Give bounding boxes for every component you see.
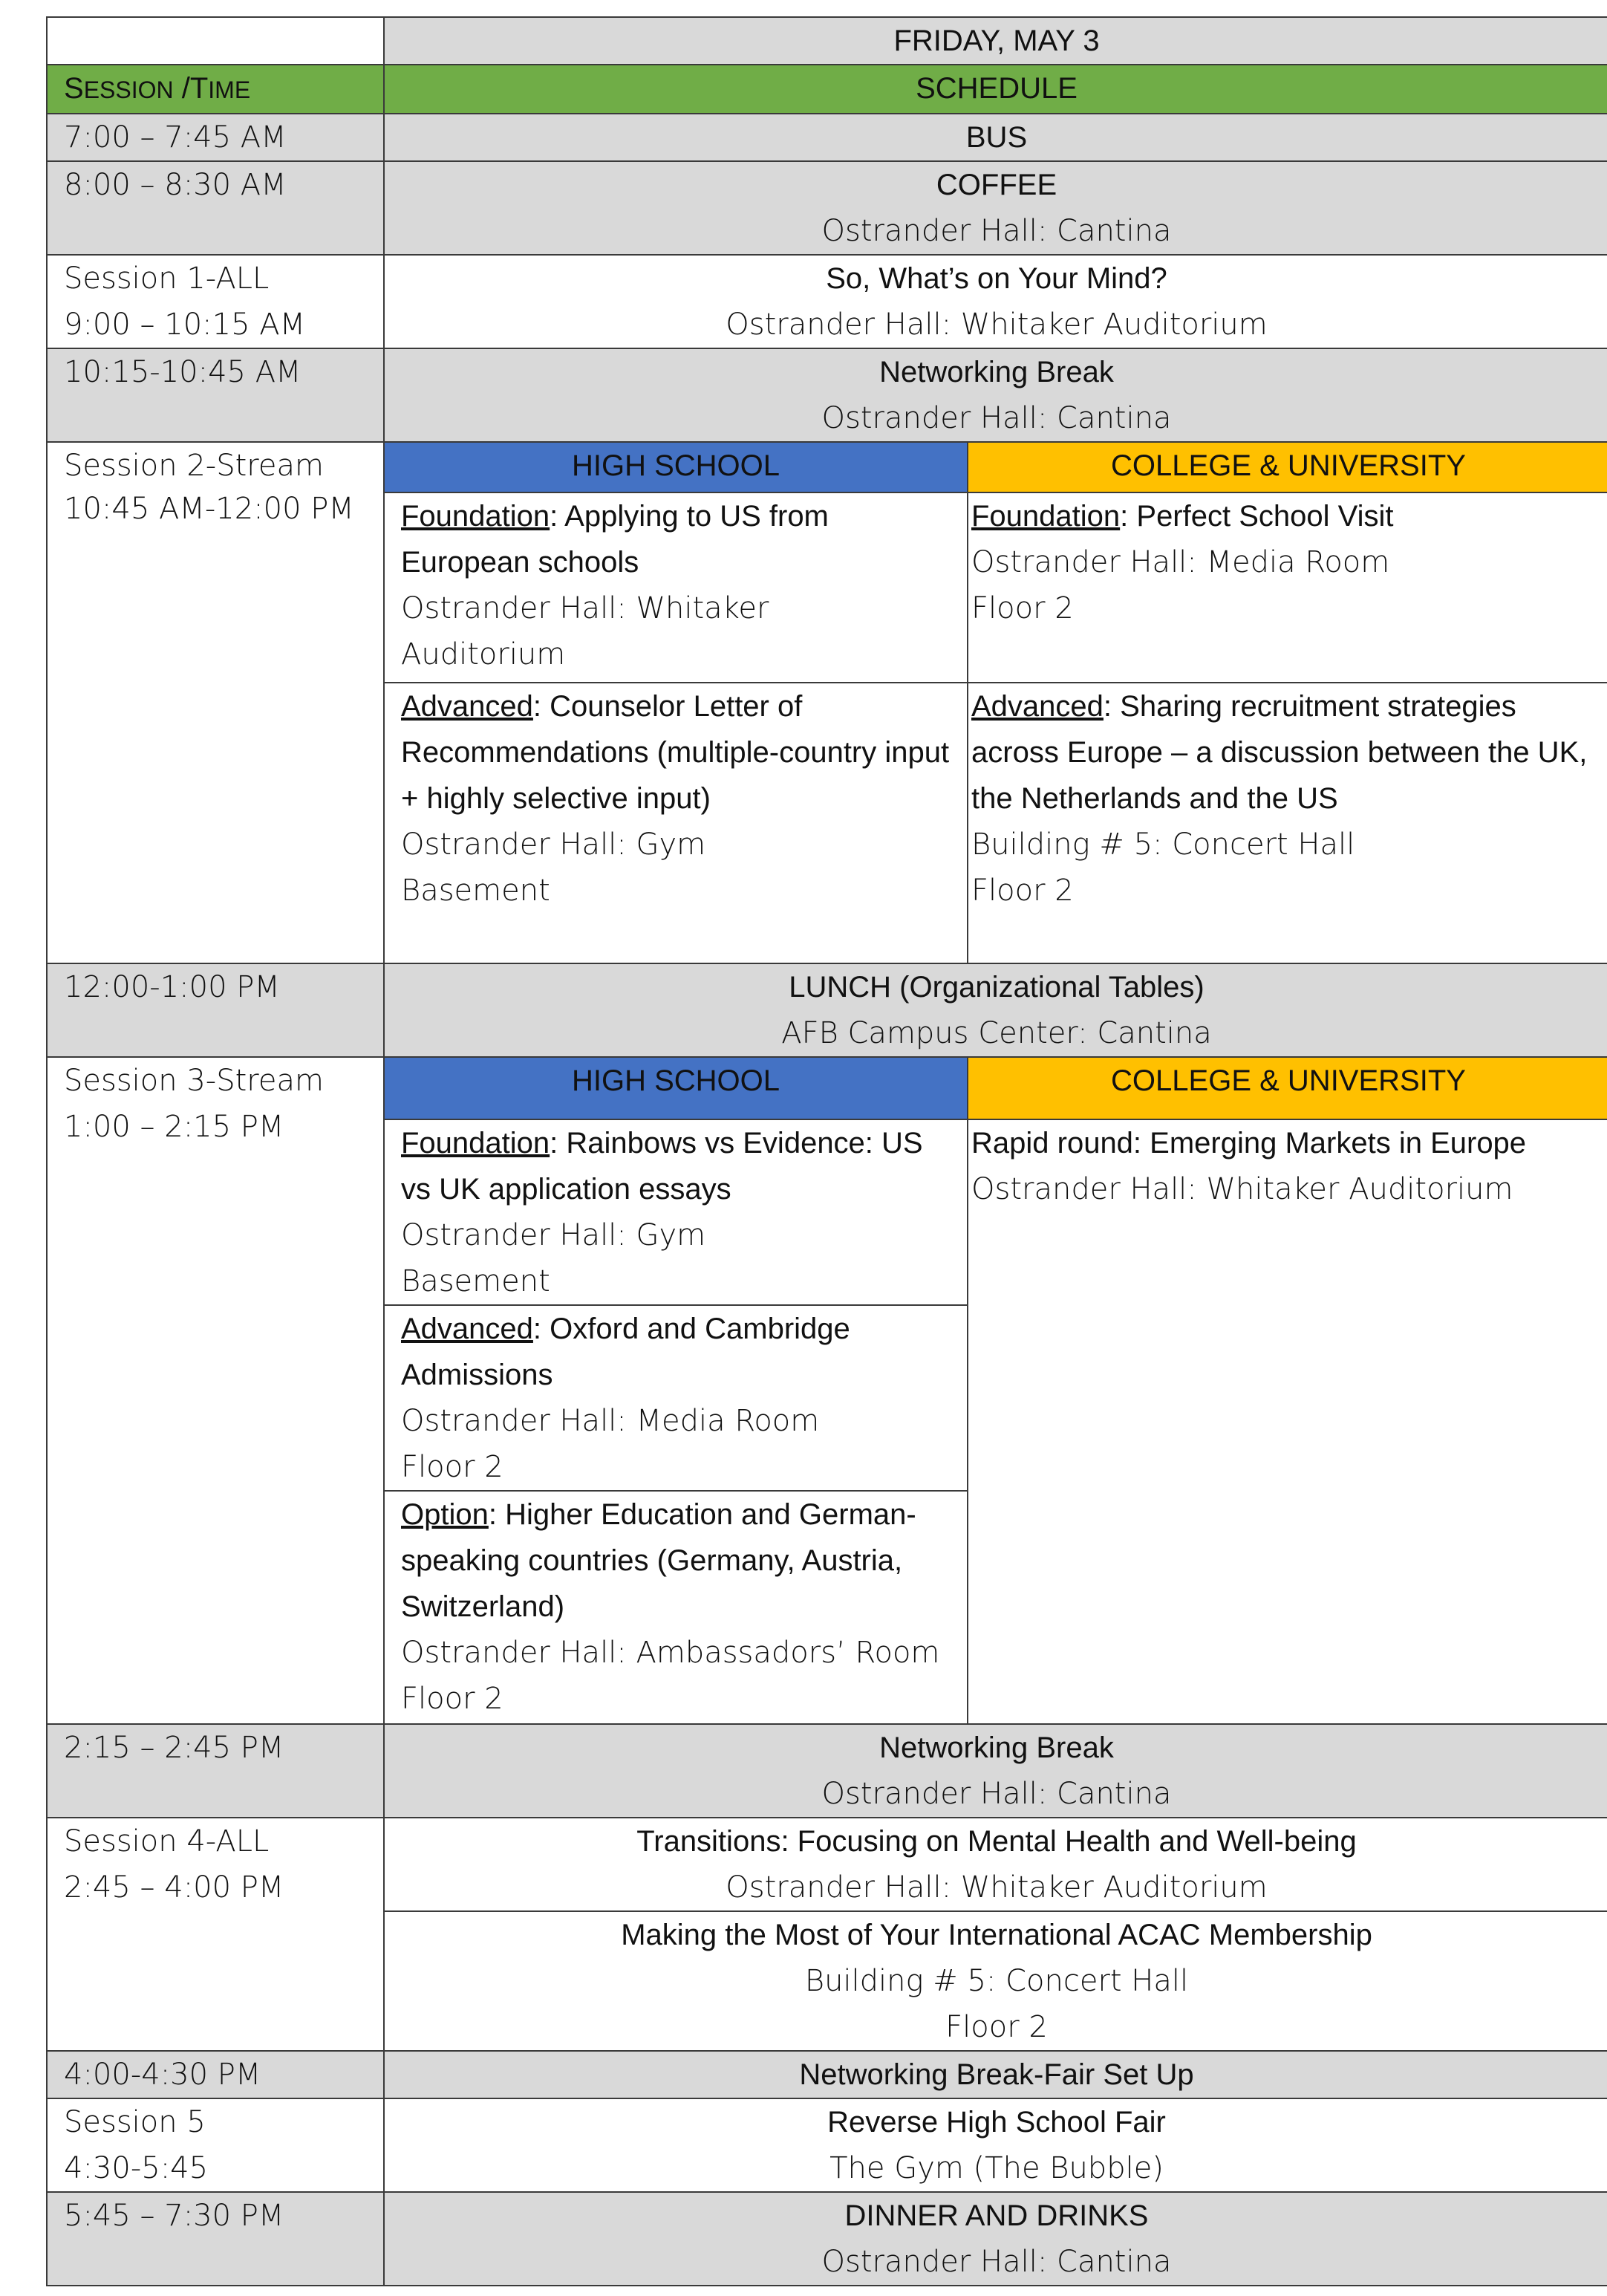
advanced-tag: Advanced — [401, 1313, 533, 1345]
break-3-row — [47, 2051, 1607, 2098]
advanced-tag: Advanced — [971, 690, 1104, 723]
session-2-time — [47, 442, 384, 963]
session-2-cu-foundation — [968, 492, 1607, 683]
dinner-location: Ostrander Hall: Cantina — [821, 2245, 1172, 2279]
session-3-college-header: COLLEGE & UNIVERSITY — [968, 1057, 1607, 1119]
day-title: FRIDAY, MAY 3 — [384, 17, 1607, 65]
advanced-title-text: : Sharing recruitment strategies across Europe – a discussion between the UK, the Netherlands and the US — [971, 690, 1588, 815]
session-3-header-row — [47, 1057, 1607, 1119]
session-3-hs-option-title — [401, 1492, 959, 1630]
session-4-label: Session 4-ALL — [64, 1824, 270, 1858]
session-2-hs-advanced — [384, 683, 968, 963]
foundation-tag: Foundation — [401, 1127, 550, 1160]
session-1-cell — [384, 255, 1607, 348]
break-2-location: Ostrander Hall: Cantina — [821, 1777, 1172, 1811]
session-4-b-cell — [384, 1911, 1607, 2051]
option-title-text: : Higher Education and German-speaking countries (Germany, Austria, Switzerland) — [401, 1498, 916, 1623]
session-2-cu-foundation-location-2: Floor 2 — [971, 591, 1074, 625]
session-3-hs-advanced — [384, 1305, 968, 1491]
break-3-time: 4:00-4:30 PM — [47, 2051, 384, 2098]
session-3-hs-advanced-title — [401, 1306, 959, 1398]
break-1-time: 10:15-10:45 AM — [47, 348, 384, 442]
session-2-cu-advanced-location-2: Floor 2 — [971, 874, 1074, 908]
lunch-row — [47, 963, 1607, 1057]
session-time-label: / — [173, 72, 190, 105]
session-4-b-title: Making the Most of Your International ACAC Membership — [621, 1919, 1372, 1951]
session-5-cell — [384, 2098, 1607, 2192]
session-2-high-school-header: HIGH SCHOOL — [384, 442, 968, 492]
session-3-time — [47, 1057, 384, 1724]
advanced-title-text: : Oxford and Cambridge Admissions — [401, 1313, 850, 1391]
break-1-cell — [384, 348, 1607, 442]
break-3-title: Networking Break-Fair Set Up — [384, 2051, 1607, 2098]
empty-corner-cell — [47, 17, 384, 65]
session-5-hours: 4:30-5:45 — [64, 2151, 209, 2185]
session-2-hs-advanced-title — [401, 683, 959, 822]
coffee-cell — [384, 161, 1607, 255]
dinner-title: DINNER AND DRINKS — [844, 2199, 1149, 2232]
bus-row — [47, 114, 1607, 161]
session-time-label: T — [189, 72, 209, 105]
session-2-hs-foundation-location-2: Auditorium — [401, 637, 566, 671]
session-4-a-row — [47, 1818, 1607, 1911]
foundation-tag: Foundation — [971, 500, 1121, 533]
break-2-row — [47, 1724, 1607, 1818]
session-time-label: IME — [208, 77, 251, 103]
coffee-location: Ostrander Hall: Cantina — [821, 214, 1172, 248]
session-2-hs-foundation-title — [401, 493, 959, 585]
session-2-hs-foundation — [384, 492, 968, 683]
bus-time: 7:00 – 7:45 AM — [47, 114, 384, 161]
break-2-title: Networking Break — [879, 1731, 1114, 1764]
session-3-cu-rapid — [968, 1119, 1607, 1724]
session-1-hours: 9:00 – 10:15 AM — [64, 308, 306, 342]
session-time-header — [47, 65, 384, 114]
dinner-cell — [384, 2192, 1607, 2286]
coffee-time: 8:00 – 8:30 AM — [47, 161, 384, 255]
session-2-cu-foundation-title — [971, 493, 1604, 539]
session-4-a-title: Transitions: Focusing on Mental Health and Well-being — [636, 1825, 1357, 1858]
session-time-label: ESSION — [83, 77, 174, 103]
foundation-title-text: : Applying to US from European schools — [401, 500, 829, 579]
session-3-hs-foundation — [384, 1119, 968, 1305]
session-5-label: Session 5 — [64, 2105, 206, 2139]
session-2-hs-advanced-location: Ostrander Hall: Gym — [401, 827, 706, 862]
session-3-hs-option — [384, 1491, 968, 1724]
session-3-hs-advanced-location-2: Floor 2 — [401, 1450, 503, 1484]
lunch-time: 12:00-1:00 PM — [47, 963, 384, 1057]
dinner-row — [47, 2192, 1607, 2286]
session-time-label: S — [64, 72, 84, 105]
session-4-time — [47, 1818, 384, 2051]
session-1-location: Ostrander Hall: Whitaker Auditorium — [726, 308, 1268, 342]
session-3-hs-option-location: Ostrander Hall: Ambassadors’ Room — [401, 1636, 940, 1670]
coffee-title: COFFEE — [936, 169, 1057, 201]
advanced-title-text: : Counselor Letter of Recommendations (multiple-country input + highly selective input) — [401, 690, 950, 815]
session-2-cu-advanced-location: Building # 5: Concert Hall — [971, 827, 1355, 862]
session-5-time — [47, 2098, 384, 2192]
session-4-hours: 2:45 – 4:00 PM — [64, 1870, 284, 1905]
session-1-time — [47, 255, 384, 348]
session-5-location: The Gym (The Bubble) — [829, 2151, 1164, 2185]
day-header-row — [47, 17, 1607, 65]
break-1-location: Ostrander Hall: Cantina — [821, 401, 1172, 435]
session-3-hs-option-location-2: Floor 2 — [401, 1682, 503, 1716]
option-tag: Option — [401, 1498, 489, 1531]
session-2-college-header: COLLEGE & UNIVERSITY — [968, 442, 1607, 492]
session-3-cu-rapid-location: Ostrander Hall: Whitaker Auditorium — [971, 1172, 1513, 1206]
lunch-cell — [384, 963, 1607, 1057]
session-2-hs-foundation-location: Ostrander Hall: Whitaker — [401, 591, 769, 625]
session-5-title: Reverse High School Fair — [827, 2106, 1166, 2139]
lunch-title: LUNCH (Organizational Tables) — [789, 971, 1205, 1004]
session-2-header-row — [47, 442, 1607, 492]
foundation-title-text: : Perfect School Visit — [1120, 500, 1394, 533]
session-3-hs-foundation-location-2: Basement — [401, 1264, 550, 1298]
dinner-time: 5:45 – 7:30 PM — [47, 2192, 384, 2286]
session-2-cu-foundation-location: Ostrander Hall: Media Room — [971, 545, 1390, 579]
column-header-row — [47, 65, 1607, 114]
break-2-time: 2:15 – 2:45 PM — [47, 1724, 384, 1818]
session-2-cu-advanced-title — [971, 683, 1604, 822]
break-1-title: Networking Break — [879, 356, 1114, 388]
break-1-row — [47, 348, 1607, 442]
advanced-tag: Advanced — [401, 690, 533, 723]
lunch-location: AFB Campus Center: Cantina — [781, 1016, 1212, 1050]
session-3-hs-advanced-location: Ostrander Hall: Media Room — [401, 1404, 820, 1438]
session-3-high-school-header: HIGH SCHOOL — [384, 1057, 968, 1119]
schedule-table — [46, 16, 1607, 2286]
session-2-cu-advanced — [968, 683, 1607, 963]
session-5-row — [47, 2098, 1607, 2192]
session-3-hours: 1:00 – 2:15 PM — [64, 1110, 284, 1144]
foundation-title-text: : Rainbows vs Evidence: US vs UK application essays — [401, 1127, 923, 1206]
session-2-hs-advanced-location-2: Basement — [401, 874, 550, 908]
session-1-row — [47, 255, 1607, 348]
session-1-label: Session 1-ALL — [64, 261, 270, 296]
session-4-a-location: Ostrander Hall: Whitaker Auditorium — [726, 1870, 1268, 1905]
foundation-tag: Foundation — [401, 500, 550, 533]
session-3-hs-foundation-location: Ostrander Hall: Gym — [401, 1218, 706, 1252]
bus-title: BUS — [384, 114, 1607, 161]
session-3-label: Session 3-Stream — [64, 1064, 324, 1098]
session-4-b-location-2: Floor 2 — [945, 2010, 1048, 2044]
session-4-a-cell — [384, 1818, 1607, 1911]
session-2-hours: 10:45 AM-12:00 PM — [64, 492, 354, 526]
session-3-cu-rapid-title: Rapid round: Emerging Markets in Europe — [971, 1127, 1527, 1160]
schedule-header: SCHEDULE — [384, 65, 1607, 114]
session-1-title: So, What’s on Your Mind? — [826, 262, 1167, 295]
coffee-row — [47, 161, 1607, 255]
session-4-b-location: Building # 5: Concert Hall — [804, 1964, 1189, 1998]
session-3-hs-foundation-title — [401, 1120, 959, 1212]
break-2-cell — [384, 1724, 1607, 1818]
session-2-label: Session 2-Stream — [64, 449, 324, 483]
